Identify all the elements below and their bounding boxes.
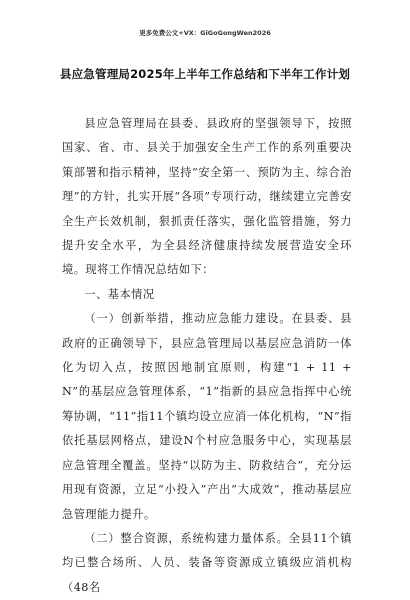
document-body [62, 112, 352, 600]
header-note: 更多免费公文+VX：GiGoGongWen2026 [139, 29, 271, 37]
section-heading: 一、基本情况 [84, 287, 155, 301]
paragraph-1: （一）创新举措，推动应急能力建设。在县委、县政府的正确领导下，县应急管理局以基层应急消防一体化为切入点，按照因地制宜原则，构建“1 + 11 + N”的基层应急管理体系，“1”指新的县应急指挥中心统筹协调，“11”指11个镇均设立应消一体化机构，“N”指依托基层网格点，建设N个村应急服务中心，实现基层应急管理全覆盖。坚持“以防为主、防救结合”，充分运用现有资源，立足“小投入”产出“大成效”，推动基层应急管理能力提升。 [62, 312, 352, 521]
paragraph-2: （二）整合资源，系统构建力量体系。全县11个镇均已整合场所、人员、装备等资源成立镇级应消机构（48名 [62, 531, 352, 594]
document-title: 县应急管理局2025年上半年工作总结和下半年工作计划 [59, 67, 351, 81]
intro-paragraph: 县应急管理局在县委、县政府的坚强领导下，按照国家、省、市、县关于加强安全生产工作的系列重要决策部署和指示精神，坚持“安全第一、预防为主、综合治理”的方针，扎实开展“各项”专项行动，继续建立完善安全生产长效机制，狠抓责任落实，强化监管措施，努力提升安全水平，为全县经济健康持续发展营造安全环境。现将工作情况总结如下： [62, 117, 352, 277]
